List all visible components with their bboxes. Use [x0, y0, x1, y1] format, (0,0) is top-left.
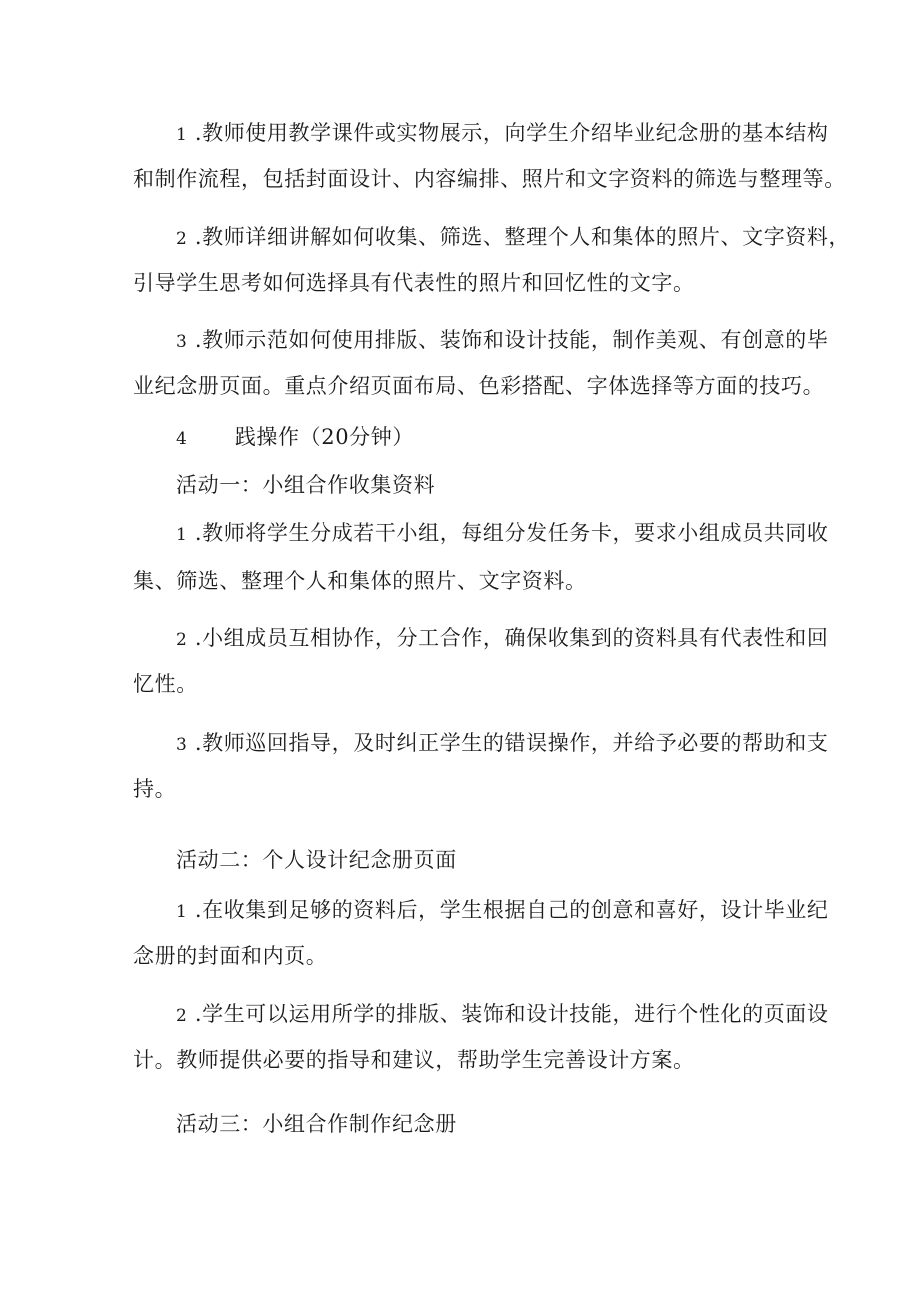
paragraph-text: 业纪念册页面。重点介绍页面布局、色彩搭配、字体选择等方面的技巧。: [133, 374, 825, 398]
paragraph-text: 和制作流程，包括封面设计、内容编排、照片和文字资料的筛选与整理等。: [133, 167, 846, 191]
activity-title: 活动三：小组合作制作纪念册: [176, 1112, 457, 1136]
item-number: 2: [176, 229, 187, 249]
paragraph-text: .学生可以运用所学的排版、装饰和设计技能，进行个性化的页面设: [194, 1002, 829, 1026]
section-heading: [176, 422, 414, 454]
paragraph-text: 忆性。: [133, 672, 198, 696]
paragraph-text: 引导学生思考如何选择具有代表性的照片和回忆性的文字。: [133, 271, 695, 295]
paragraph-text: 计。教师提供必要的指导和建议，帮助学生完善设计方案。: [133, 1048, 695, 1072]
paragraph-text: .教师巡回指导，及时纠正学生的错误操作，并给予必要的帮助和支: [194, 731, 829, 755]
paragraph-text: .在收集到足够的资料后，学生根据自己的创意和喜好，设计毕业纪: [194, 898, 829, 922]
paragraph-text: .教师示范如何使用排版、装饰和设计技能，制作美观、有创意的毕: [194, 328, 829, 352]
paragraph-line: [133, 1045, 695, 1075]
activity-heading: [176, 470, 435, 500]
paragraph-text: 持。: [133, 777, 177, 801]
paragraph-line: [176, 623, 829, 655]
section-number: 4: [176, 429, 187, 449]
paragraph-text: .教师使用教学课件或实物展示，向学生介绍毕业纪念册的基本结构: [194, 121, 829, 145]
paragraph-text: .小组成员互相协作，分工合作，确保收集到的资料具有代表性和回: [194, 626, 829, 650]
paragraph-text: 集、筛选、整理个人和集体的照片、文字资料。: [133, 569, 587, 593]
activity-heading: [176, 845, 457, 875]
paragraph-line: [176, 999, 829, 1031]
paragraph-line: [176, 118, 829, 150]
item-number: 3: [176, 332, 187, 352]
item-number: 3: [176, 735, 187, 755]
paragraph-line: [133, 164, 846, 194]
paragraph-text: 念册的封面和内页。: [133, 944, 328, 968]
activity-title: 活动二：个人设计纪念册页面: [176, 848, 457, 872]
paragraph-line: [176, 222, 850, 254]
paragraph-text: .教师详细讲解如何收集、筛选、整理个人和集体的照片、文字资料，: [194, 225, 851, 249]
paragraph-line: [133, 941, 327, 971]
paragraph-line: [133, 774, 176, 804]
paragraph-line: [176, 518, 829, 550]
section-title: 践操作（20分钟）: [234, 425, 414, 449]
paragraph-line: [133, 669, 198, 699]
item-number: 2: [176, 630, 187, 650]
item-number: 2: [176, 1006, 187, 1026]
paragraph-line: [133, 566, 587, 596]
item-number: 1: [176, 525, 187, 545]
activity-title: 活动一：小组合作收集资料: [176, 473, 436, 497]
item-number: 1: [176, 125, 187, 145]
item-number: 1: [176, 902, 187, 922]
paragraph-line: [176, 325, 829, 357]
paragraph-line: [176, 728, 829, 760]
activity-heading: [176, 1109, 457, 1139]
paragraph-line: [133, 268, 695, 298]
paragraph-line: [133, 371, 824, 401]
paragraph-text: .教师将学生分成若干小组，每组分发任务卡，要求小组成员共同收: [194, 521, 829, 545]
paragraph-line: [176, 895, 829, 927]
